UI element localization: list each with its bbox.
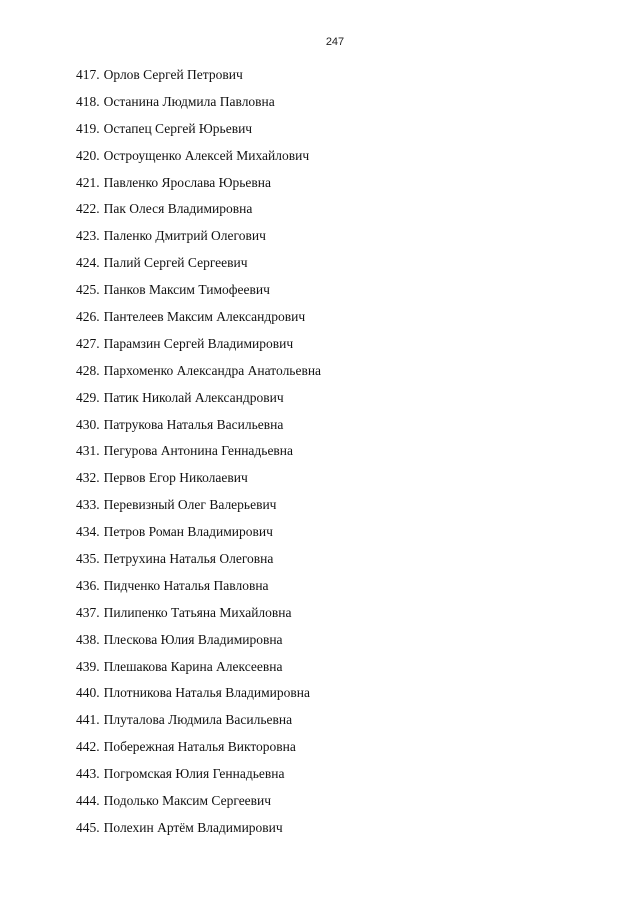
entry-name: Плескова Юлия Владимировна [103,631,283,647]
entry-number: 419. [76,120,100,136]
entry-name: Останина Людмила Павловна [103,93,275,109]
name-list [76,62,321,842]
entry-name: Патик Николай Александрович [103,389,284,405]
entry-number: 445. [76,819,100,835]
entry-name: Орлов Сергей Петрович [103,67,243,82]
entry-name: Парамзин Сергей Владимирович [103,335,294,351]
list-item [76,116,321,143]
entry-name: Пидченко Наталья Павловна [103,577,269,593]
list-item [76,600,321,627]
entry-number: 422. [76,201,100,217]
list-item [76,465,321,492]
list-item [76,627,321,654]
list-item [76,277,321,304]
list-item [76,654,321,681]
list-item [76,815,321,842]
entry-name: Погромская Юлия Геннадьевна [103,766,285,782]
entry-number: 431. [76,443,100,459]
entry-number: 429. [76,389,100,405]
entry-number: 443. [76,766,100,782]
entry-name: Паленко Дмитрий Олегович [103,228,266,244]
entry-number: 423. [76,228,100,244]
entry-name: Первов Егор Николаевич [103,470,248,486]
list-item [76,385,321,412]
list-item [76,250,321,277]
entry-number: 421. [76,174,100,190]
entry-name: Петрухина Наталья Олеговна [103,551,274,567]
list-item [76,196,321,223]
entry-name: Панков Максим Тимофеевич [103,282,270,298]
list-item [76,788,321,815]
entry-number: 433. [76,497,100,513]
entry-number: 442. [76,739,100,755]
entry-name: Перевизный Олег Валерьевич [103,497,277,513]
list-item [76,412,321,439]
entry-number: 426. [76,309,100,325]
list-item [76,62,321,89]
entry-name: Плешакова Карина Алексеевна [103,658,283,674]
entry-number: 432. [76,470,100,486]
list-item [76,573,321,600]
list-item [76,546,321,573]
list-item [76,707,321,734]
entry-number: 424. [76,255,100,271]
entry-name: Плуталова Людмила Васильевна [103,712,293,728]
list-item [76,143,321,170]
entry-name: Остапец Сергей Юрьевич [103,120,253,136]
entry-number: 436. [76,577,100,593]
list-item [76,304,321,331]
list-item [76,438,321,465]
entry-number: 425. [76,282,100,298]
entry-number: 441. [76,712,100,728]
list-item [76,223,321,250]
entry-name: Плотникова Наталья Владимировна [103,685,310,701]
entry-number: 440. [76,685,100,701]
entry-number: 435. [76,551,100,567]
entry-number: 428. [76,362,100,378]
list-item [76,89,321,116]
entry-number: 444. [76,793,100,809]
entry-name: Пилипенко Татьяна Михайловна [103,604,292,620]
entry-name: Остроущенко Алексей Михайлович [103,147,310,163]
entry-name: Патрукова Наталья Васильевна [103,416,284,432]
entry-number: 439. [76,658,100,674]
entry-name: Пантелеев Максим Александрович [103,309,306,325]
list-item [76,519,321,546]
entry-number: 438. [76,631,100,647]
entry-number: 434. [76,524,100,540]
entry-number: 420. [76,147,100,163]
entry-number: 418. [76,93,100,109]
entry-name: Палий Сергей Сергеевич [103,255,248,271]
list-item [76,170,321,197]
list-item [76,331,321,358]
entry-number: 437. [76,604,100,620]
entry-number: 417. [76,67,100,82]
page-number: 247 [325,36,345,48]
list-item [76,761,321,788]
entry-number: 430. [76,416,100,432]
list-item [76,680,321,707]
entry-name: Побережная Наталья Викторовна [103,739,296,755]
entry-name: Подолько Максим Сергеевич [103,793,272,809]
entry-name: Пак Олеся Владимировна [103,201,253,217]
entry-name: Полехин Артём Владимирович [103,819,283,835]
entry-name: Пегурова Антонина Геннадьевна [103,443,294,459]
entry-name: Павленко Ярослава Юрьевна [103,174,272,190]
list-item [76,492,321,519]
entry-name: Пархоменко Александра Анатольевна [103,362,322,378]
entry-name: Петров Роман Владимирович [103,524,273,540]
entry-number: 427. [76,335,100,351]
list-item [76,734,321,761]
list-item [76,358,321,385]
